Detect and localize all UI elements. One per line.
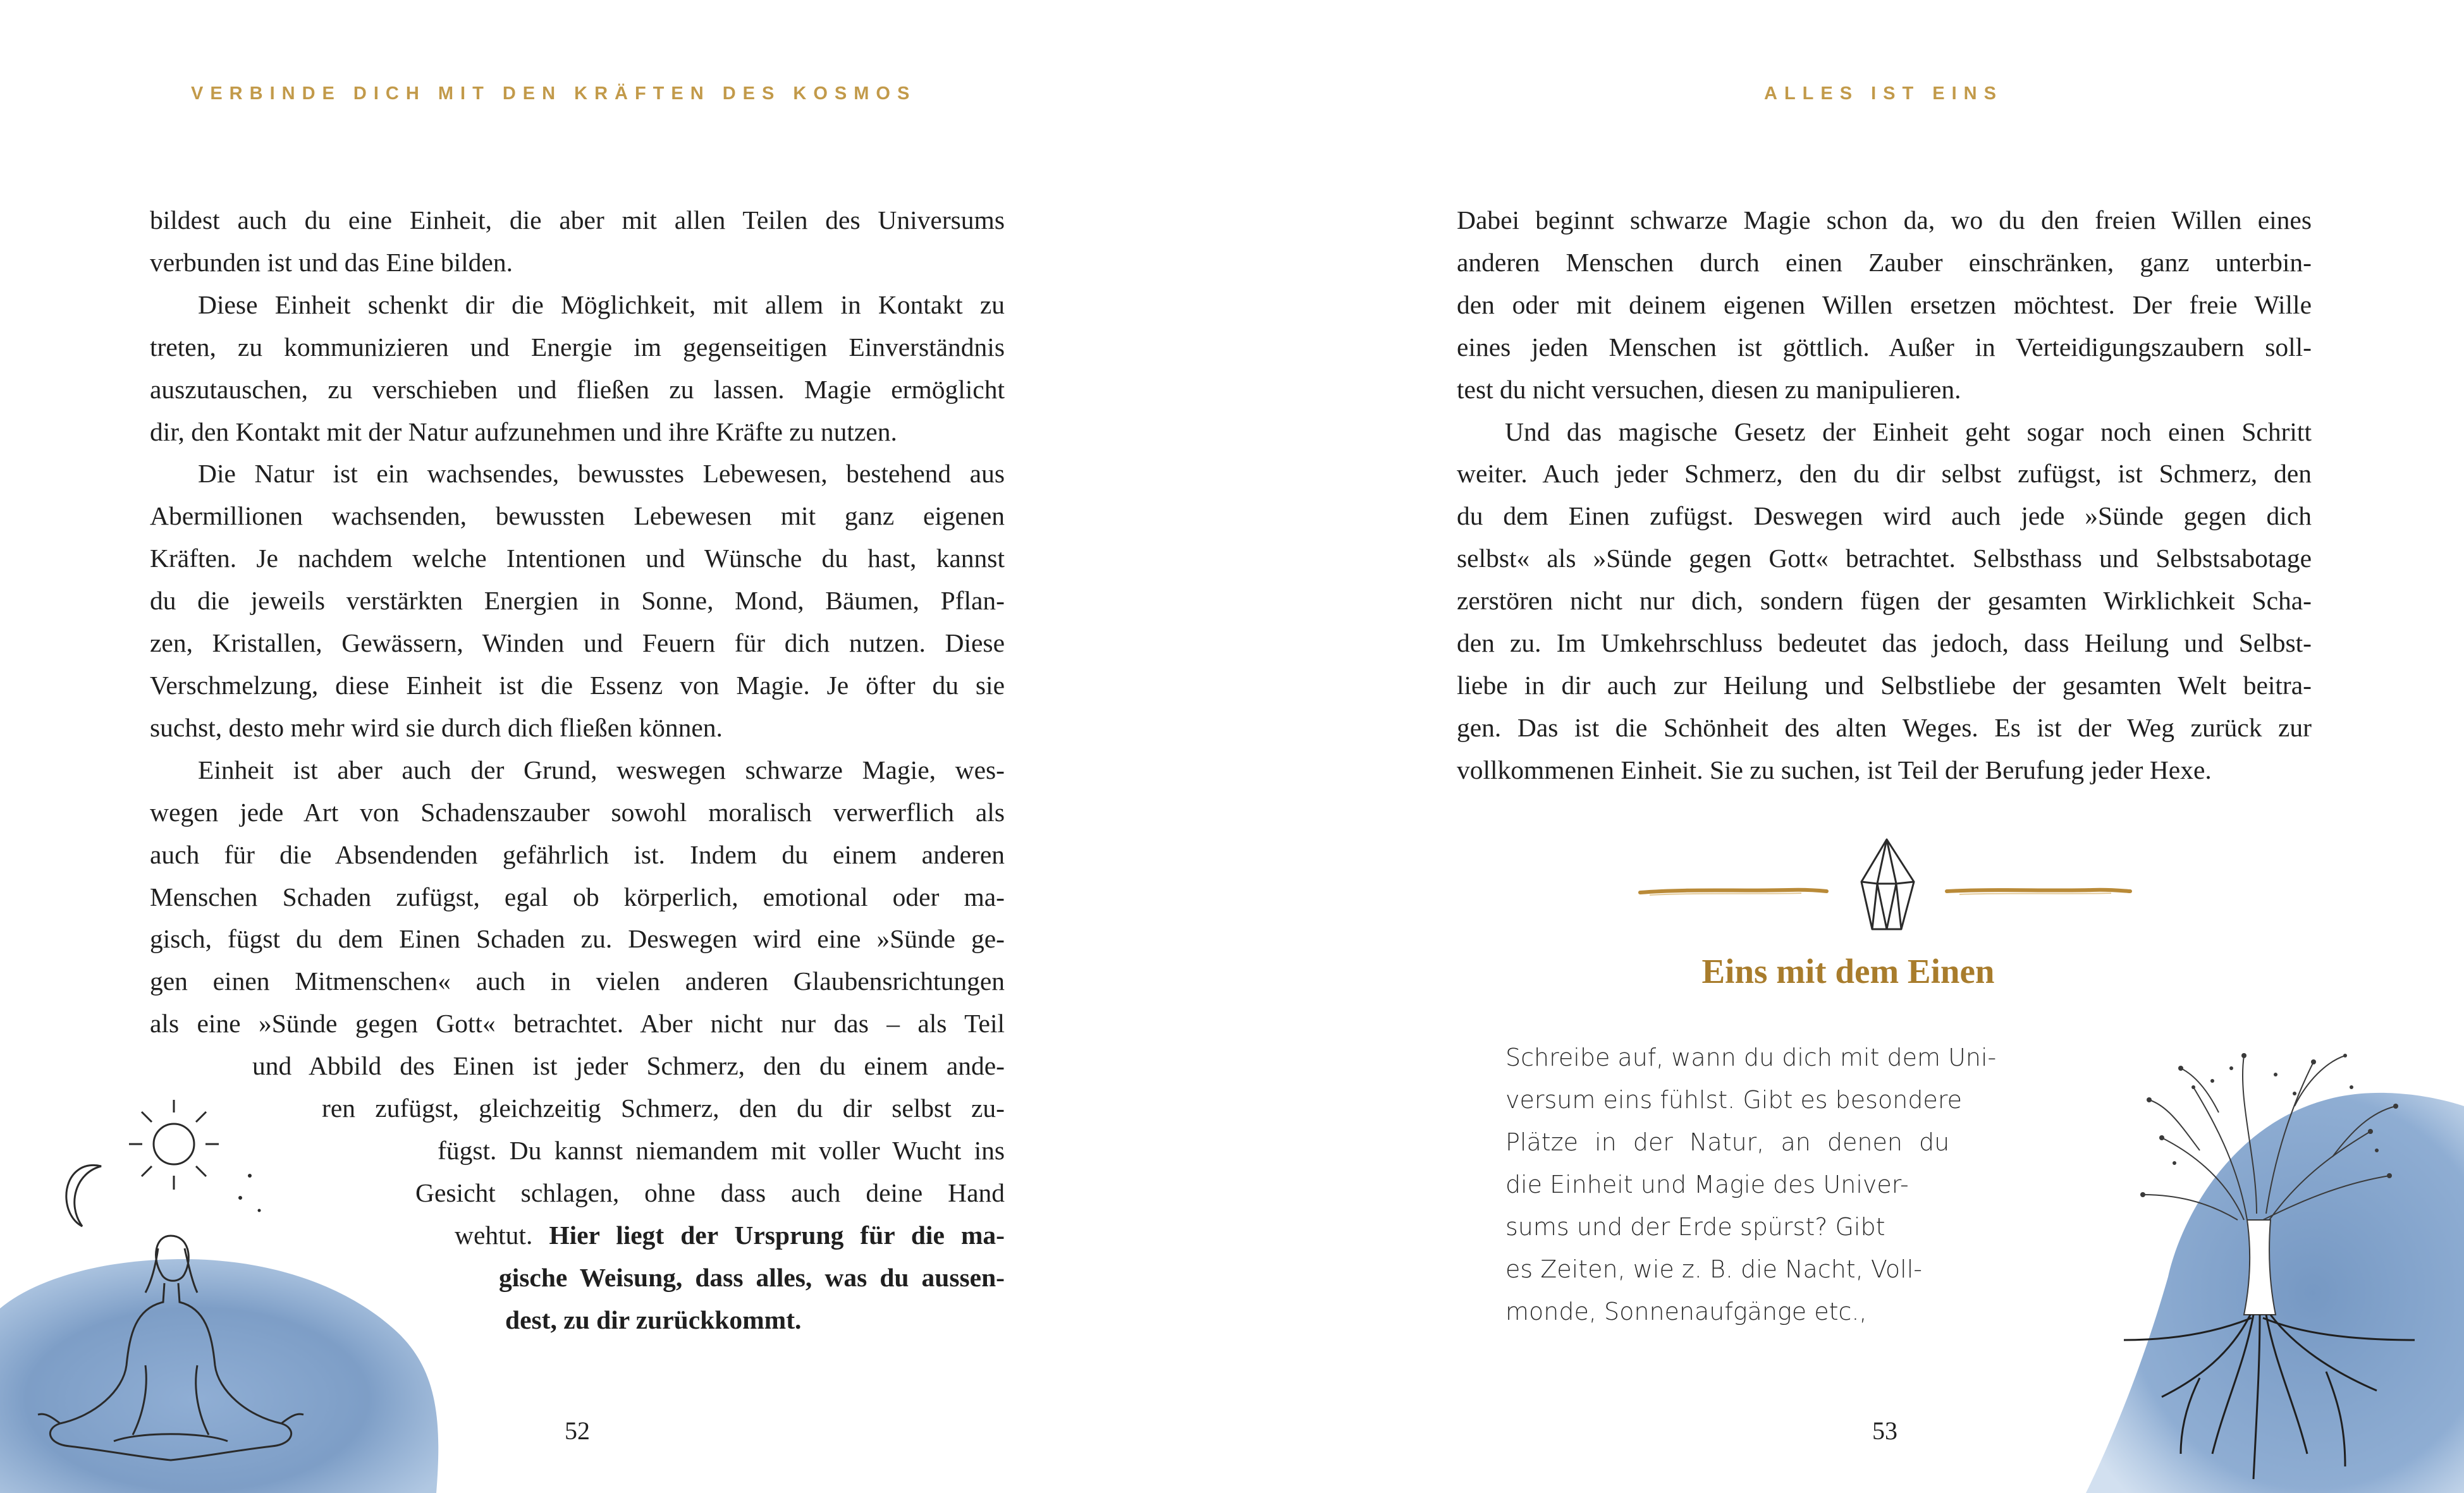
text-line: selbst« als »Sünde gegen Gott« betrachtet. Selbsthass und Selbstsabotage xyxy=(1457,544,2312,573)
exercise-line: es Zeiten, wie z. B. die Nacht, Voll- xyxy=(1505,1255,1922,1283)
exercise-line: sums und der Erde spürst? Gibt xyxy=(1505,1213,1885,1241)
text-line: den zu. Im Umkehrschluss bedeutet das jedoch, dass Heilung und Selbst- xyxy=(1457,628,2312,658)
text-segment-bold: Hier liegt der Ursprung für die ma- xyxy=(549,1220,1005,1250)
sun-icon xyxy=(129,1100,219,1190)
text-line: dir, den Kontakt mit der Natur aufzunehmen und ihre Kräfte zu nutzen. xyxy=(150,417,897,446)
text-line: gisch, fügst du dem Einen Schaden zu. Deswegen wird eine »Sünde ge- xyxy=(150,924,1005,954)
text-line: vollkommenen Einheit. Sie zu suchen, ist Teil der Berufung jeder Hexe. xyxy=(1457,755,2212,784)
text-line: Dabei beginnt schwarze Magie schon da, wo du den freien Willen eines xyxy=(1457,205,2312,235)
exercise-line: versum eins fühlst. Gibt es besondere xyxy=(1505,1086,1962,1114)
text-line: und Abbild des Einen ist jeder Schmerz, den du einem ande- xyxy=(252,1051,1005,1081)
crystal-divider-ornament xyxy=(1637,834,2136,942)
text-line: anderen Menschen durch einen Zauber einschränken, ganz unterbin- xyxy=(1457,247,2312,277)
exercise-prompt xyxy=(1505,1037,1996,1333)
text-line: test du nicht versuchen, diesen zu manipulieren. xyxy=(1457,374,1961,404)
exercise-line: Schreibe auf, wann du dich mit dem Uni- xyxy=(1505,1044,1997,1071)
text-line: dest, zu dir zurückkommt. xyxy=(505,1305,802,1334)
text-line: Abermillionen wachsenden, bewussten Lebewesen mit ganz eigenen xyxy=(150,501,1005,531)
exercise-line: Plätze in der Natur, an denen du xyxy=(1505,1128,1950,1156)
text-line: Und das magische Gesetz der Einheit geht sogar noch einen Schritt xyxy=(1505,417,2312,446)
text-line: auch für die Absendenden gefährlich ist. Indem du einem anderen xyxy=(150,839,1005,869)
exercise-line: die Einheit und Magie des Univer- xyxy=(1505,1171,1909,1198)
crystal-icon xyxy=(1861,839,1914,929)
text-segment: wehtut. xyxy=(455,1220,533,1250)
divider-line-left xyxy=(1640,890,1827,893)
text-line: du dem Einen zufügst. Deswegen wird auch jede »Sünde gegen dich xyxy=(1457,501,2312,531)
text-line: Einheit ist aber auch der Grund, weswegen schwarze Magie, wes- xyxy=(198,755,1005,784)
divider-line-right xyxy=(1947,890,2130,891)
body-text-right xyxy=(1457,199,2312,791)
text-line: fügst. Du kannst niemandem mit voller Wucht ins xyxy=(438,1135,1005,1165)
text-line: gische Weisung, dass alles, was du aussen- xyxy=(499,1262,1005,1292)
meditating-woman-illustration xyxy=(0,1100,455,1493)
text-line: du die jeweils verstärkten Energien in Sonne, Mond, Bäumen, Pflan- xyxy=(150,586,1005,616)
text-line: Die Natur ist ein wachsendes, bewusstes Lebewesen, bestehend aus xyxy=(198,459,1005,489)
text-line: gen. Das ist die Schönheit des alten Weges. Es ist der Weg zurück zur xyxy=(1457,712,2312,742)
text-line: zen, Kristallen, Gewässern, Winden und Feuern für dich nutzen. Diese xyxy=(150,628,1005,658)
text-line: suchst, desto mehr wird sie durch dich fließen können. xyxy=(150,712,723,742)
right-page xyxy=(1232,0,2464,1493)
running-head-right: ALLES IST EINS xyxy=(1764,83,2003,104)
text-line: Gesicht schlagen, ohne dass auch deine Hand xyxy=(415,1178,1005,1207)
text-line: zerstören nicht nur dich, sondern fügen der gesamten Wirklichkeit Scha- xyxy=(1457,586,2312,616)
text-line: Verschmelzung, diese Einheit ist die Essenz von Magie. Je öfter du sie xyxy=(150,670,1005,700)
text-line: eines jeden Menschen ist göttlich. Außer in Verteidigungszaubern soll- xyxy=(1457,332,2312,362)
text-line: Menschen Schaden zufügst, egal ob körperlich, emotional oder ma- xyxy=(150,882,1005,911)
text-line: ren zufügst, gleichzeitig Schmerz, den du dir selbst zu- xyxy=(322,1094,1005,1123)
moon-icon xyxy=(66,1165,101,1226)
exercise-heading: Eins mit dem Einen xyxy=(1701,952,1995,990)
text-line-composite xyxy=(455,1214,1005,1257)
page-number-left: 52 xyxy=(565,1417,590,1445)
tree-with-roots-illustration xyxy=(2086,1011,2464,1493)
text-line: liebe in dir auch zur Heilung und Selbstliebe der gesamten Welt beitra- xyxy=(1457,670,2312,700)
text-line: den oder mit deinem eigenen Willen ersetzen möchtest. Der freie Wille xyxy=(1457,289,2312,319)
text-line: Kräften. Je nachdem welche Intentionen und Wünsche du hast, kannst xyxy=(150,544,1005,573)
text-line: wegen jede Art von Schadenszauber sowohl moralisch verwerflich als xyxy=(150,797,1005,827)
text-line: auszutauschen, zu verschieben und fließen zu lassen. Magie ermöglicht xyxy=(150,374,1005,404)
text-line: treten, zu kommunizieren und Energie im gegenseitigen Einverständnis xyxy=(150,332,1005,362)
page-number-right: 53 xyxy=(1872,1417,1897,1445)
text-line: gen einen Mitmenschen« auch in vielen anderen Glaubensrichtungen xyxy=(150,966,1005,996)
exercise-line: monde, Sonnenaufgänge etc., xyxy=(1505,1298,1867,1325)
text-line: verbunden ist und das Eine bilden. xyxy=(150,247,513,277)
text-line: weiter. Auch jeder Schmerz, den du dir selbst zufügst, ist Schmerz, den xyxy=(1457,459,2312,489)
running-head-left: VERBINDE DICH MIT DEN KRÄFTEN DES KOSMOS xyxy=(191,83,917,104)
text-line: Diese Einheit schenkt dir die Möglichkeit, mit allem in Kontakt zu xyxy=(198,289,1005,319)
text-line: als eine »Sünde gegen Gott« betrachtet. Aber nicht nur das – als Teil xyxy=(150,1009,1005,1039)
text-line: bildest auch du eine Einheit, die aber mit allen Teilen des Universums xyxy=(150,205,1005,235)
